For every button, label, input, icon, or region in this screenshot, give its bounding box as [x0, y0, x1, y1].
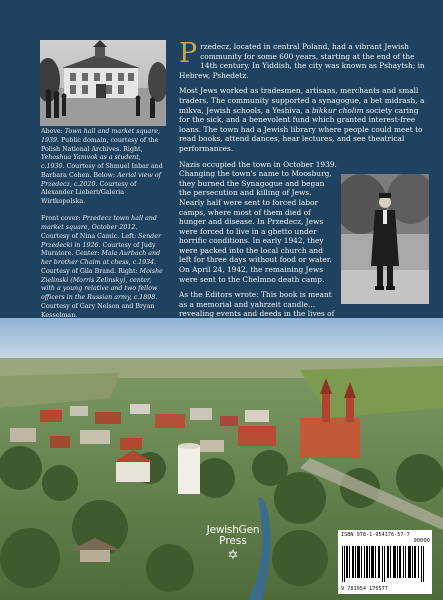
photo-credits-caption [41, 128, 165, 329]
paragraph-text: Most Jews worked as tradesmen, artisans, merchants and small traders. The community supported a synagogue, a bet midrash, a mikva, Jewish schools, a Yeshiva, a [179, 86, 425, 115]
paragraph-italic: bikkur cholim [311, 105, 364, 115]
caption-text: Public domain, courtesy of the Polish National Archives. Right, [41, 136, 159, 153]
caption-italic: Moishe Zielinski (Morris Zelinsky), center, with a young relative and two fellow officers in the Russian army, c.1898. [41, 267, 163, 301]
isbn-barcode [338, 530, 432, 594]
barcode-digits: 9 781954 176577 [341, 586, 388, 592]
caption-text: Courtesy of Gila Brand. Right: [41, 267, 140, 275]
paragraph-text: Nazis occupied the town in October 1939. Changing the town's name to Moosburg, they burned the Synagogue and began the persecution and killing of Jews. Nearly half were sent to forced labor camps, where most of them died of hunger and disease. In Przedecz, Jews were forced to live in a ghetto under horrific conditions. In early 1942, they were packed into the local church and left for three days without food or water. On April 24, 1942, the remaining Jews were sent to the Chelmno death camp. [179, 159, 337, 284]
caption-italic: Sender Przedecki in 1926. [41, 232, 162, 249]
description-paragraph-1 [179, 38, 431, 80]
description-paragraph-3 [179, 160, 337, 285]
publisher-logo [203, 525, 263, 563]
paragraph-text: As the Editors wrote: This book is meant as a memorial and yahrzeit candle... revealing events and deeds in the lives of [179, 290, 335, 319]
barcode-bars [342, 546, 428, 582]
drop-cap: P [179, 38, 198, 69]
caption-text: Courtesy of Judy Muratore. Center: [41, 241, 156, 258]
caption-italic: Yehoshua Yamvok as a student, c.1930. [41, 154, 141, 170]
caption-text: Courtesy of Shmuel Inbar and Barbara Cohen. Below: [41, 163, 163, 179]
caption-text: Courtesy of Alexander Liebert/Galeria Wirtkopolska. [41, 180, 137, 205]
star-of-david-icon: ✡ [227, 548, 239, 563]
caption-text: Front cover: [41, 215, 83, 223]
caption-paragraph-2 [41, 215, 165, 320]
paragraph-text: rzedecz, located in central Poland, had a vibrant Jewish community for some 600 years, starting at the end of the 14th century. In Yiddish, the city was known as Pshaytsh; in Hebrew, Pshedetz. [179, 42, 425, 80]
publisher-name: JewishGen [206, 524, 260, 536]
caption-text: Courtesy of Gary Nelson and Bryan Kesselman. [41, 302, 155, 319]
caption-italic: Aerial view of Przedecz, c.2020. [41, 171, 161, 188]
caption-text: Above: [41, 128, 65, 135]
price-code: 90000 [413, 538, 430, 544]
caption-italic: Mala Aurbach and her brother Chaim at chess, c.1934. [41, 250, 161, 266]
town-hall-photo [40, 40, 166, 126]
isbn-text: ISBN 978-1-954176-57-7 [341, 532, 410, 538]
caption-text: Courtesy of Nina Camic. Left: [41, 232, 139, 240]
portrait-photo [341, 174, 429, 304]
paragraph-text: society caring for the sick, and a benevolent fund which granted interest-free loans. The town had a Jewish library where people could meet to read books, attend dances, hear lectures, and see theatrical performances. [179, 105, 423, 153]
description-paragraph-2 [179, 86, 431, 153]
caption-paragraph-1 [41, 128, 165, 207]
caption-italic: Town hall and market square, 1939. [41, 128, 161, 144]
publisher-press: Press [219, 535, 247, 547]
caption-italic: Przedecz town hall and market square, October 2012. [41, 215, 157, 231]
